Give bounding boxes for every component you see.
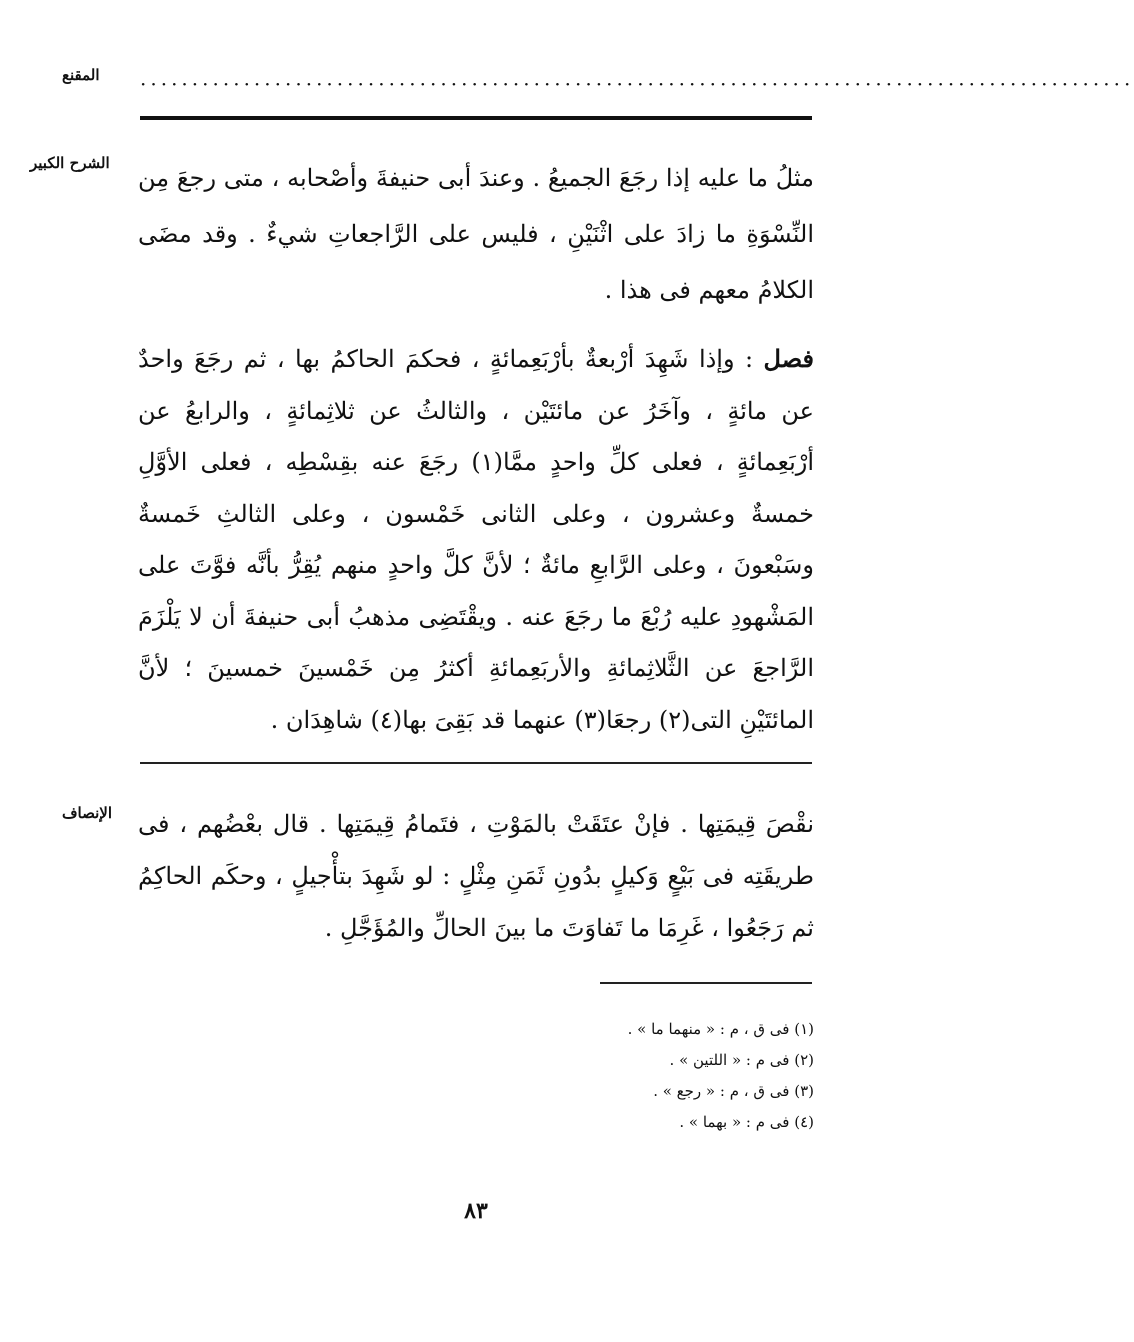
- footnote-4: (٤) فى م : « بهما » .: [679, 1113, 814, 1131]
- header-title: المقنع: [62, 66, 100, 84]
- footnotes: [414, 1014, 814, 1138]
- insaf-label: الإنصاف: [62, 804, 113, 822]
- section-divider: [140, 762, 812, 764]
- sharh-paragraph-1-text: مثلُ ما عليه إذا رجَعَ الجميعُ . وعندَ أبى حنيفةَ وأصْحابه ، متى رجعَ مِن النِّسْوَةِ ما زادَ على اثْنَيْنِ ، فليس على الرَّاجعاتِ شيءٌ . وقد مضَى الكلامُ معهم فى هذا .: [138, 164, 814, 304]
- sharh-paragraph-2-text: : وإذا شَهِدَ أرْبعةٌ بأرْبَعِمائةٍ ، فحكمَ الحاكمُ بها ، ثم رجَعَ واحدٌ عن مائةٍ ، وآخَرُ عن مائتَيْن ، والثالثُ عن ثلاثِمائةٍ ، والرابعُ عن أرْبَعِمائةٍ ، فعلى كلِّ واحدٍ ممَّا(١) رجَعَ عنه بقِسْطِه ، فعلى الأوَّلِ خمسةٌ وعشرون ، وعلى الثانى خَمْسون ، وعلى الثالثِ خَمسةٌ وسَبْعونَ ، وعلى الرَّابعِ مائةٌ ؛ لأنَّ كلَّ واحدٍ منهم يُقِرُّ بأنَّه فوَّتَ على المَشْهودِ عليه رُبْعَ ما رجَعَ عنه . ويقْتَضِى مذهبُ أبى حنيفةَ أن لا يَلْزَمَ الرَّاجعَ عن الثَّلاثِمائةِ والأربَعِمائةِ أكثرُ مِن خَمْسينَ خمسينَ ؛ لأنَّ المائتَيْنِ التى(٢) رجعَا(٣) عنهما قد بَقِىَ بها(٤) شاهِدَان .: [138, 345, 815, 734]
- page-number: ٨٣: [464, 1198, 488, 1224]
- insaf-paragraph-text: نقْصَ قِيمَتِها . فإنْ عتَقَتْ بالمَوْتِ ، فتَمامُ قِيمَتِها . قال بعْضُهم ، فى طريقَتِه فى بَيْعٍ وَكيلٍ بدُونِ ثَمَنِ مِثْلٍ : لو شَهِدَ بتأْجيلٍ ، وحكَم الحاكِمُ ثم رَجَعُوا ، غَرِمَا ما تَفاوَتَ ما بينَ الحالِّ والمُؤَجَّلِ .: [138, 810, 814, 942]
- fasl-heading: فصل: [763, 344, 814, 373]
- sharh-paragraph-1: [138, 150, 814, 318]
- footnote-2: (٢) فى م : « اللتين » .: [669, 1051, 814, 1069]
- insaf-paragraph: [138, 798, 814, 954]
- footnote-1: (١) فى ق ، م : « منهما ما » .: [627, 1020, 814, 1038]
- footnote-rule: [600, 982, 812, 984]
- header-rule: [140, 116, 812, 120]
- footnote-3: (٣) فى ق ، م : « رجع » .: [653, 1082, 814, 1100]
- sharh-label: الشرح الكبير: [30, 154, 110, 172]
- header-dotted-leader: ································································································: [140, 72, 1134, 96]
- sharh-paragraph-2: [138, 333, 814, 746]
